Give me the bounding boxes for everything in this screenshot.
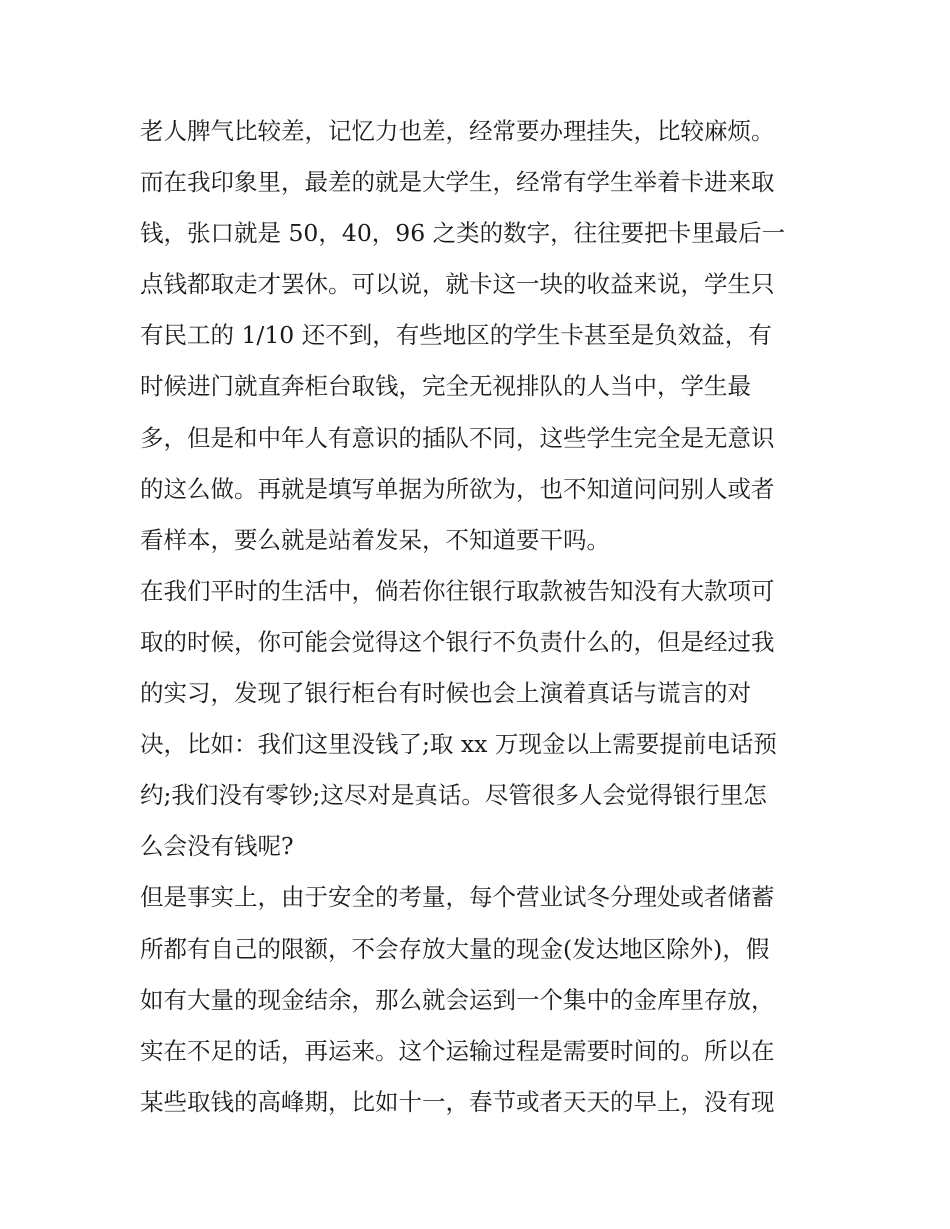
text-line: 点钱都取走才罢休。可以说，就卡这一块的收益来说，学生只 [140,270,775,299]
text-line: 多，但是和中年人有意识的插队不同，这些学生完全是无意识 [140,423,775,452]
text-line: 取的时候，你可能会觉得这个银行不负责什么的，但是经过我 [140,627,775,656]
text-line: 时候进门就直奔柜台取钱，完全无视排队的人当中，学生最 [140,372,751,401]
text-line: 决，比如：我们这里没钱了;取 xx 万现金以上需要提前电话预 [140,730,777,759]
text-line: 钱，张口就是 50，40，96 之类的数字，往往要把卡里最后一 [140,219,786,248]
text-line: 老人脾气比较差，记忆力也差，经常要办理挂失，比较麻烦。 [140,117,775,145]
text-line: 的这么做。再就是填写单据为所欲为，也不知道问问别人或者 [140,474,775,503]
text-line: 在我们平时的生活中，倘若你往银行取款被告知没有大款项可 [140,576,775,605]
text-line: 实在不足的话，再运来。这个运输过程是需要时间的。所以在 [140,1036,775,1065]
text-line: 的实习，发现了银行柜台有时候也会上演着真话与谎言的对 [140,679,751,708]
text-line: 而在我印象里，最差的就是大学生，经常有学生举着卡进来取 [140,168,775,197]
text-line: 约;我们没有零钞;这尽对是真话。尽管很多人会觉得银行里怎 [140,781,767,810]
text-line: 么会没有钱呢? [140,832,294,861]
text-line: 所都有自己的限额，不会存放大量的现金(发达地区除外)，假 [140,934,770,963]
document-body [140,106,812,1128]
text-line: 看样本，要么就是站着发呆，不知道要干吗。 [140,525,610,554]
text-line: 某些取钱的高峰期，比如十一，春节或者天天的早上，没有现 [140,1087,775,1116]
text-line: 有民工的 1/10 还不到，有些地区的学生卡甚至是负效益，有 [140,321,772,350]
text-line: 如有大量的现金结余，那么就会运到一个集中的金库里存放， [140,985,775,1014]
text-line: 但是事实上，由于安全的考量，每个营业试冬分理处或者储蓄 [140,883,775,912]
